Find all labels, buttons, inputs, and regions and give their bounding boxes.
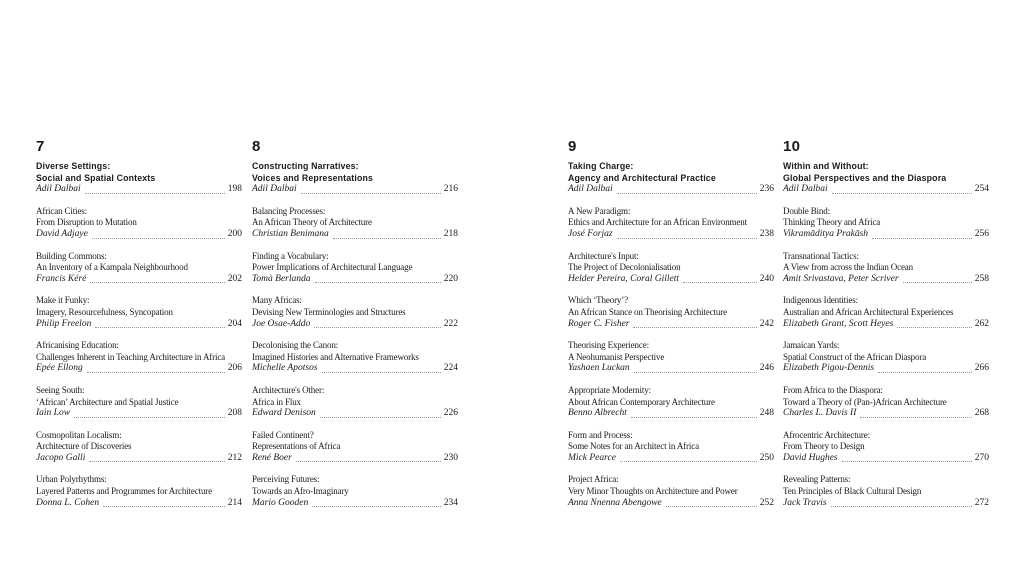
entry-title-line: Perceiving Futures: — [252, 474, 320, 485]
entry-title-line: Imagery, Resourcefulness, Syncopation — [36, 306, 173, 317]
entry-byline — [36, 363, 242, 375]
entry-title-line: Double Bind: — [783, 205, 830, 216]
dotted-leader — [620, 460, 757, 462]
entry-title-line: Challenges Inherent in Teaching Architecture in Africa — [36, 351, 226, 362]
entry-titles — [568, 340, 774, 363]
dotted-leader — [74, 416, 225, 418]
entry-title-line: Africanising Education: — [36, 340, 119, 351]
entry-author: Elizabeth Pigou-Dennis — [783, 363, 875, 374]
entry-title-line: Architecture's Other: — [252, 384, 325, 395]
entry-title-line: Devising New Terminologies and Structures — [252, 306, 406, 317]
entry-byline — [36, 453, 242, 465]
dotted-leader — [831, 505, 972, 507]
entry-title-line: A New Paradigm: — [568, 205, 631, 216]
entry-titles — [252, 206, 458, 229]
entry-titles — [36, 340, 242, 363]
entry-titles — [783, 340, 989, 363]
entry-title-line: From Disruption to Mutation — [36, 217, 137, 228]
entry-title-line: Seeing South: — [36, 384, 85, 395]
entry-title-line: Project Africa: — [568, 474, 619, 485]
entry-titles — [36, 474, 242, 497]
toc-column-7 — [36, 139, 242, 519]
entry-titles — [783, 206, 989, 229]
entry-author: Christian Benimana — [252, 228, 329, 239]
entry-byline — [36, 498, 242, 510]
entry-page-number: 236 — [759, 184, 774, 195]
entry-title-line: Ten Principles of Black Cultural Design — [783, 486, 922, 497]
toc-entry — [252, 295, 458, 330]
dotted-leader — [832, 192, 972, 194]
entry-title-line: Finding a Vocabulary: — [252, 250, 329, 261]
entry-author: Adil Dalbai — [783, 184, 828, 195]
entry-title-line: Decolonising the Canon: — [252, 340, 339, 351]
toc-entry — [252, 385, 458, 420]
entry-author: Edward Denison — [252, 408, 316, 419]
dotted-leader — [103, 505, 225, 507]
entry-page-number: 200 — [227, 228, 242, 239]
entry-title-line: Constructing Narratives: — [252, 161, 359, 171]
dotted-leader — [634, 371, 757, 373]
entry-titles — [783, 295, 989, 318]
entry-byline — [568, 184, 774, 196]
entry-byline — [568, 453, 774, 465]
toc-entry — [252, 430, 458, 465]
entry-byline — [36, 274, 242, 286]
entry-author: Tomà Berlanda — [252, 273, 311, 284]
toc-entry — [568, 251, 774, 286]
entry-titles — [36, 206, 242, 229]
entry-page-number: 224 — [443, 363, 458, 374]
entry-titles — [783, 474, 989, 497]
entry-author: Adil Dalbai — [568, 184, 613, 195]
entry-byline — [36, 184, 242, 196]
entry-byline — [568, 408, 774, 420]
entry-author: Elizabeth Grant, Scott Heyes — [783, 318, 894, 329]
toc-entry — [568, 340, 774, 375]
dotted-leader — [903, 281, 972, 283]
entry-byline — [783, 363, 989, 375]
entry-page-number: 248 — [759, 408, 774, 419]
entry-page-number: 240 — [759, 273, 774, 284]
entry-byline — [252, 229, 458, 241]
entry-title-line: Layered Patterns and Programmes for Architecture — [36, 486, 212, 497]
entry-byline — [252, 453, 458, 465]
entry-title-line: Revealing Patterns: — [783, 474, 851, 485]
entry-author: René Boer — [252, 452, 292, 463]
entry-titles — [36, 295, 242, 318]
entry-title-line: Global Perspectives and the Diaspora — [783, 172, 947, 183]
entry-title-line: Balancing Processes: — [252, 205, 326, 216]
entry-page-number: 242 — [759, 318, 774, 329]
entry-page-number: 270 — [974, 452, 989, 463]
entry-title-line: Diverse Settings: — [36, 161, 111, 171]
entry-author: Joe Osae-Addo — [252, 318, 311, 329]
entry-titles — [783, 251, 989, 274]
toc-entry — [568, 161, 774, 196]
entry-byline — [783, 184, 989, 196]
dotted-leader — [631, 416, 757, 418]
entry-title-line: Failed Continent? — [252, 429, 314, 440]
entry-byline — [568, 229, 774, 241]
entry-page-number: 206 — [227, 363, 242, 374]
entry-title-line: Africa in Flux — [252, 396, 301, 407]
entry-titles — [36, 385, 242, 408]
entry-author: Iain Low — [36, 408, 71, 419]
toc-entry — [783, 474, 989, 509]
toc-entry — [783, 340, 989, 375]
entry-titles — [252, 430, 458, 453]
entry-byline — [568, 274, 774, 286]
entry-page-number: 256 — [974, 228, 989, 239]
entry-titles — [252, 474, 458, 497]
entry-author: David Hughes — [783, 452, 838, 463]
entry-titles — [783, 161, 989, 184]
entry-titles — [568, 295, 774, 318]
entry-title-line: Thinking Theory and Africa — [783, 217, 881, 228]
dotted-leader — [878, 371, 972, 373]
entry-title-line: Urban Polyrhythms: — [36, 474, 107, 485]
entry-page-number: 218 — [443, 228, 458, 239]
entry-title-line: Voices and Representations — [252, 172, 374, 183]
entry-byline — [783, 274, 989, 286]
entry-author: Anna Nnenna Abengowe — [568, 497, 662, 508]
entry-titles — [36, 430, 242, 453]
entry-title-line: Afrocentric Architecture: — [783, 429, 870, 440]
entry-titles — [568, 430, 774, 453]
entry-page-number: 268 — [974, 408, 989, 419]
entry-byline — [568, 363, 774, 375]
toc-entry — [568, 385, 774, 420]
entry-titles — [783, 385, 989, 408]
dotted-leader — [617, 192, 757, 194]
entry-author: José Forjaz — [568, 228, 613, 239]
entry-byline — [252, 319, 458, 331]
entry-author: Philip Freelon — [36, 318, 92, 329]
entry-titles — [568, 251, 774, 274]
entry-title-line: An African Stance on Theorising Architecture — [568, 306, 727, 317]
dotted-leader — [89, 460, 224, 462]
entry-byline — [36, 319, 242, 331]
entry-page-number: 252 — [759, 497, 774, 508]
entry-page-number: 214 — [227, 497, 242, 508]
toc-entry — [783, 206, 989, 241]
entry-title-line: Social and Spatial Contexts — [36, 172, 156, 183]
toc-entry — [36, 206, 242, 241]
entry-title-line: Spatial Construct of the African Diaspora — [783, 351, 927, 362]
entry-title-line: Very Minor Thoughts on Architecture and Power — [568, 486, 738, 497]
entry-page-number: 208 — [227, 408, 242, 419]
entry-byline — [252, 274, 458, 286]
dotted-leader — [312, 505, 441, 507]
entry-title-line: From Africa to the Diaspora: — [783, 384, 883, 395]
entry-byline — [252, 184, 458, 196]
entry-page-number: 226 — [443, 408, 458, 419]
dotted-leader — [320, 416, 441, 418]
entry-title-line: Power Implications of Architectural Language — [252, 262, 413, 273]
entry-page-number: 266 — [974, 363, 989, 374]
entry-page-number: 202 — [227, 273, 242, 284]
entry-title-line: Agency and Architectural Practice — [568, 172, 716, 183]
entry-byline — [783, 453, 989, 465]
toc-column-10 — [783, 139, 989, 519]
entry-titles — [568, 161, 774, 184]
entry-author: Mick Pearce — [568, 452, 616, 463]
entry-titles — [783, 430, 989, 453]
dotted-leader — [897, 326, 971, 328]
dotted-leader — [301, 192, 441, 194]
entry-title-line: Cosmopolitan Localism: — [36, 429, 122, 440]
toc-entry — [252, 340, 458, 375]
entry-titles — [568, 206, 774, 229]
entry-page-number: 234 — [443, 497, 458, 508]
dotted-leader — [87, 371, 225, 373]
entry-author: Epée Ellong — [36, 363, 83, 374]
toc-entry — [252, 206, 458, 241]
entry-author: Yashaen Luckan — [568, 363, 630, 374]
entry-byline — [783, 498, 989, 510]
entry-page-number: 262 — [974, 318, 989, 329]
entry-title-line: Toward a Theory of (Pan-)African Architecture — [783, 396, 947, 407]
entry-title-line: ‘African’ Architecture and Spatial Justice — [36, 396, 179, 407]
dotted-leader — [95, 326, 224, 328]
dotted-leader — [633, 326, 756, 328]
entry-title-line: Jamaican Yards: — [783, 340, 840, 351]
entry-title-line: A Neohumanist Perspective — [568, 351, 665, 362]
entry-title-line: Many Africas: — [252, 295, 302, 306]
toc-entry — [783, 385, 989, 420]
toc-entry — [252, 161, 458, 196]
entry-byline — [252, 498, 458, 510]
dotted-leader — [683, 281, 757, 283]
dotted-leader — [860, 416, 971, 418]
toc-entry — [252, 251, 458, 286]
entry-title-line: Taking Charge: — [568, 161, 634, 171]
entry-titles — [252, 161, 458, 184]
entry-byline — [568, 319, 774, 331]
toc-entry — [783, 295, 989, 330]
toc-entry — [36, 340, 242, 375]
entry-titles — [252, 385, 458, 408]
entry-author: Roger C. Fisher — [568, 318, 630, 329]
dotted-leader — [666, 505, 757, 507]
entry-title-line: Appropriate Modernity: — [568, 384, 651, 395]
entry-title-line: Form and Process: — [568, 429, 633, 440]
dotted-leader — [90, 281, 224, 283]
entry-title-line: An Inventory of a Kampala Neighbourhood — [36, 262, 188, 273]
toc-entry — [36, 474, 242, 509]
entry-title-line: Architecture's Input: — [568, 250, 639, 261]
dotted-leader — [322, 371, 441, 373]
toc-entry — [36, 295, 242, 330]
entry-page-number: 230 — [443, 452, 458, 463]
entry-title-line: Imagined Histories and Alternative Frameworks — [252, 351, 419, 362]
entry-author: Charles L. Davis II — [783, 408, 857, 419]
entry-author: Donna L. Cohen — [36, 497, 100, 508]
dotted-leader — [85, 192, 225, 194]
entry-title-line: African Cities: — [36, 205, 87, 216]
entry-titles — [252, 295, 458, 318]
entry-title-line: Australian and African Architectural Experiences — [783, 306, 954, 317]
entry-byline — [36, 229, 242, 241]
section-number: 10 — [783, 138, 801, 155]
entry-title-line: Make it Funky: — [36, 295, 90, 306]
toc-entry — [783, 161, 989, 196]
entry-author: Francis Kéré — [36, 273, 87, 284]
entry-titles — [252, 251, 458, 274]
toc-entry — [783, 251, 989, 286]
dotted-leader — [872, 237, 972, 239]
dotted-leader — [92, 237, 225, 239]
entry-titles — [568, 474, 774, 497]
entry-author: Jacopo Galli — [36, 452, 86, 463]
entry-page-number: 216 — [443, 184, 458, 195]
entry-page-number: 212 — [227, 452, 242, 463]
entry-title-line: Building Commons: — [36, 250, 107, 261]
entry-page-number: 246 — [759, 363, 774, 374]
entry-title-line: Representations of Africa — [252, 441, 341, 452]
entry-title-line: From Theory to Design — [783, 441, 865, 452]
section-number: 7 — [36, 138, 45, 155]
toc-column-8 — [252, 139, 458, 519]
entry-byline — [568, 498, 774, 510]
toc-entry — [568, 295, 774, 330]
entry-author: Amit Srivastava, Peter Scriver — [783, 273, 899, 284]
dotted-leader — [296, 460, 441, 462]
entry-title-line: Ethics and Architecture for an African Environment — [568, 217, 747, 228]
entry-byline — [252, 363, 458, 375]
entry-author: Adil Dalbai — [252, 184, 297, 195]
entry-title-line: Which ‘Theory’? — [568, 295, 628, 306]
section-number: 8 — [252, 138, 261, 155]
entry-title-line: The Project of Decolonialisation — [568, 262, 681, 273]
toc-entry — [36, 161, 242, 196]
entry-author: Vikramāditya Prakāsh — [783, 228, 869, 239]
toc-column-9 — [568, 139, 774, 519]
dotted-leader — [842, 460, 972, 462]
toc-entry — [568, 474, 774, 509]
dotted-leader — [617, 237, 757, 239]
entry-author: Jack Travis — [783, 497, 827, 508]
dotted-leader — [314, 326, 440, 328]
toc-entry — [252, 474, 458, 509]
entry-author: Mario Gooden — [252, 497, 309, 508]
entry-author: Helder Pereira, Coral Gillett — [568, 273, 679, 284]
entry-titles — [252, 340, 458, 363]
toc-entry — [36, 385, 242, 420]
entry-author: David Adjaye — [36, 228, 88, 239]
dotted-leader — [333, 237, 441, 239]
entry-titles — [36, 251, 242, 274]
entry-byline — [36, 408, 242, 420]
entry-page-number: 238 — [759, 228, 774, 239]
entry-title-line: Towards an Afro-Imaginary — [252, 486, 349, 497]
entry-title-line: Architecture of Discoveries — [36, 441, 132, 452]
entry-byline — [783, 319, 989, 331]
entry-title-line: An African Theory of Architecture — [252, 217, 372, 228]
entry-page-number: 198 — [227, 184, 242, 195]
entry-page-number: 272 — [974, 497, 989, 508]
section-number: 9 — [568, 138, 577, 155]
entry-author: Adil Dalbai — [36, 184, 81, 195]
entry-page-number: 254 — [974, 184, 989, 195]
entry-byline — [252, 408, 458, 420]
entry-title-line: Transnational Tactics: — [783, 250, 859, 261]
dotted-leader — [315, 281, 441, 283]
entry-author: Benno Albrecht — [568, 408, 627, 419]
entry-titles — [568, 385, 774, 408]
toc-entry — [36, 430, 242, 465]
entry-byline — [783, 229, 989, 241]
entry-title-line: A View from across the Indian Ocean — [783, 262, 914, 273]
entry-author: Michelle Apotsos — [252, 363, 318, 374]
entry-byline — [783, 408, 989, 420]
toc-entry — [568, 206, 774, 241]
entry-page-number: 220 — [443, 273, 458, 284]
entry-title-line: Indigenous Identities: — [783, 295, 858, 306]
entry-title-line: About African Contemporary Architecture — [568, 396, 715, 407]
entry-page-number: 222 — [443, 318, 458, 329]
entry-titles — [36, 161, 242, 184]
toc-entry — [783, 430, 989, 465]
entry-page-number: 204 — [227, 318, 242, 329]
toc-entry — [36, 251, 242, 286]
entry-title-line: Some Notes for an Architect in Africa — [568, 441, 699, 452]
entry-title-line: Theorising Experience: — [568, 340, 649, 351]
entry-title-line: Within and Without: — [783, 161, 869, 171]
toc-entry — [568, 430, 774, 465]
entry-page-number: 250 — [759, 452, 774, 463]
entry-page-number: 258 — [974, 273, 989, 284]
